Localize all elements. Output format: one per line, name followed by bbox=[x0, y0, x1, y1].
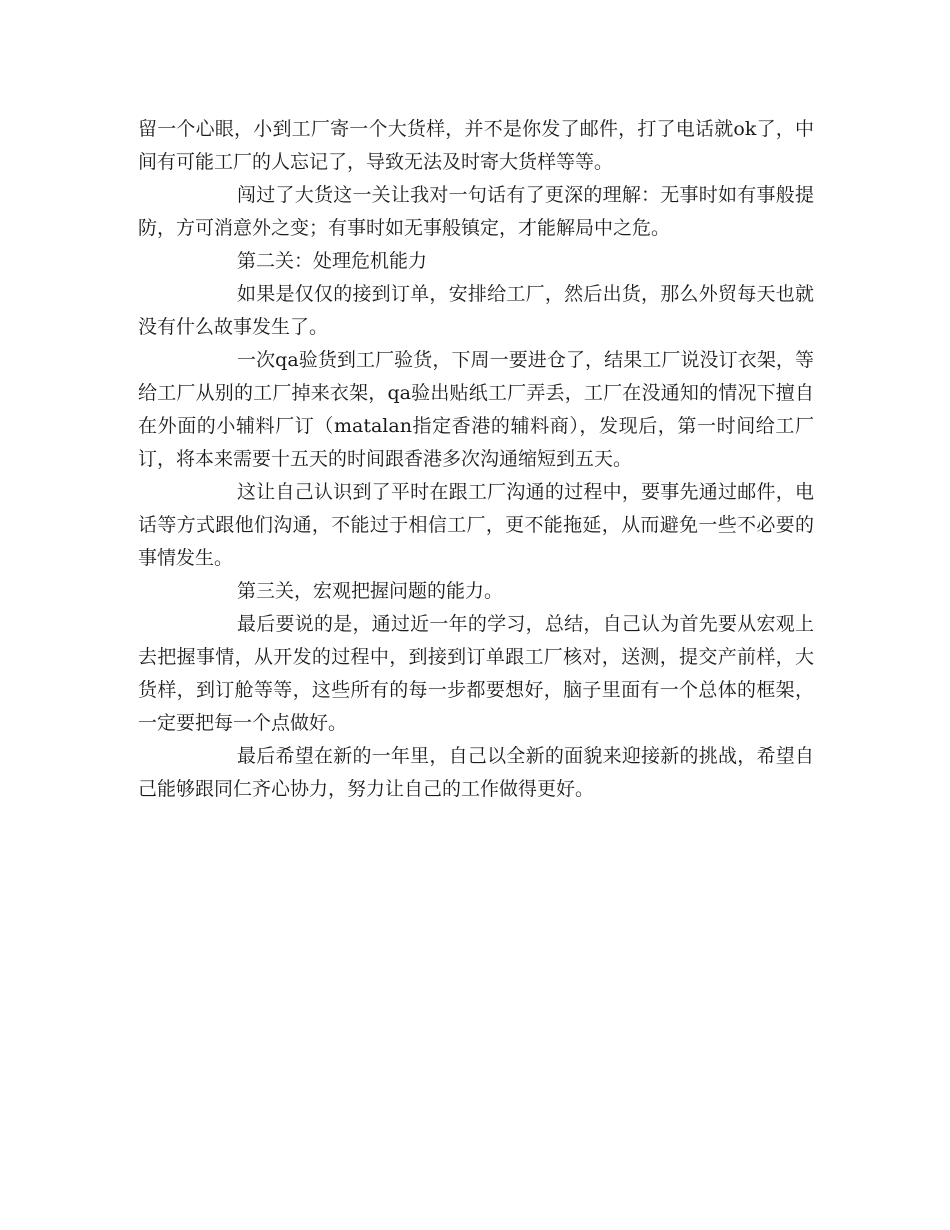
paragraph-3: 如果是仅仅的接到订单，安排给工厂，然后出货，那么外贸每天也就没有什么故事发生了。 bbox=[138, 283, 814, 338]
paragraph-7: 最后希望在新的一年里，自己以全新的面貌来迎接新的挑战，希望自己能够跟同仁齐心协力，努力让自己的工作做得更好。 bbox=[138, 745, 814, 800]
paragraph-1: 留一个心眼，小到工厂寄一个大货样，并不是你发了邮件，打了电话就ok了，中间有可能工厂的人忘记了，导致无法及时寄大货样等等。 bbox=[138, 118, 814, 173]
paragraph-5: 这让自己认识到了平时在跟工厂沟通的过程中，要事先通过邮件，电话等方式跟他们沟通，不能过于相信工厂，更不能拖延，从而避免一些不必要的事情发生。 bbox=[138, 481, 814, 569]
document-page bbox=[138, 113, 814, 806]
section-heading-2: 第二关：处理危机能力 bbox=[237, 250, 428, 272]
section-heading-3: 第三关，宏观把握问题的能力。 bbox=[237, 580, 504, 602]
paragraph-6: 最后要说的是，通过近一年的学习，总结，自己认为首先要从宏观上去把握事情，从开发的过程中，到接到订单跟工厂核对，送测，提交产前样，大货样，到订舱等等，这些所有的每一步都要想好，脑子里面有一个总体的框架，一定要把每一个点做好。 bbox=[138, 613, 814, 734]
paragraph-4: 一次qa验货到工厂验货，下周一要进仓了，结果工厂说没订衣架，等给工厂从别的工厂掉来衣架，qa验出贴纸工厂弄丢，工厂在没通知的情况下擅自在外面的小辅料厂订（matalan指定香港的辅料商），发现后，第一时间给工厂订，将本来需要十五天的时间跟香港多次沟通缩短到五天。 bbox=[138, 349, 814, 470]
paragraph-2: 闯过了大货这一关让我对一句话有了更深的理解：无事时如有事般提防，方可消意外之变；有事时如无事般镇定，才能解局中之危。 bbox=[138, 184, 814, 239]
